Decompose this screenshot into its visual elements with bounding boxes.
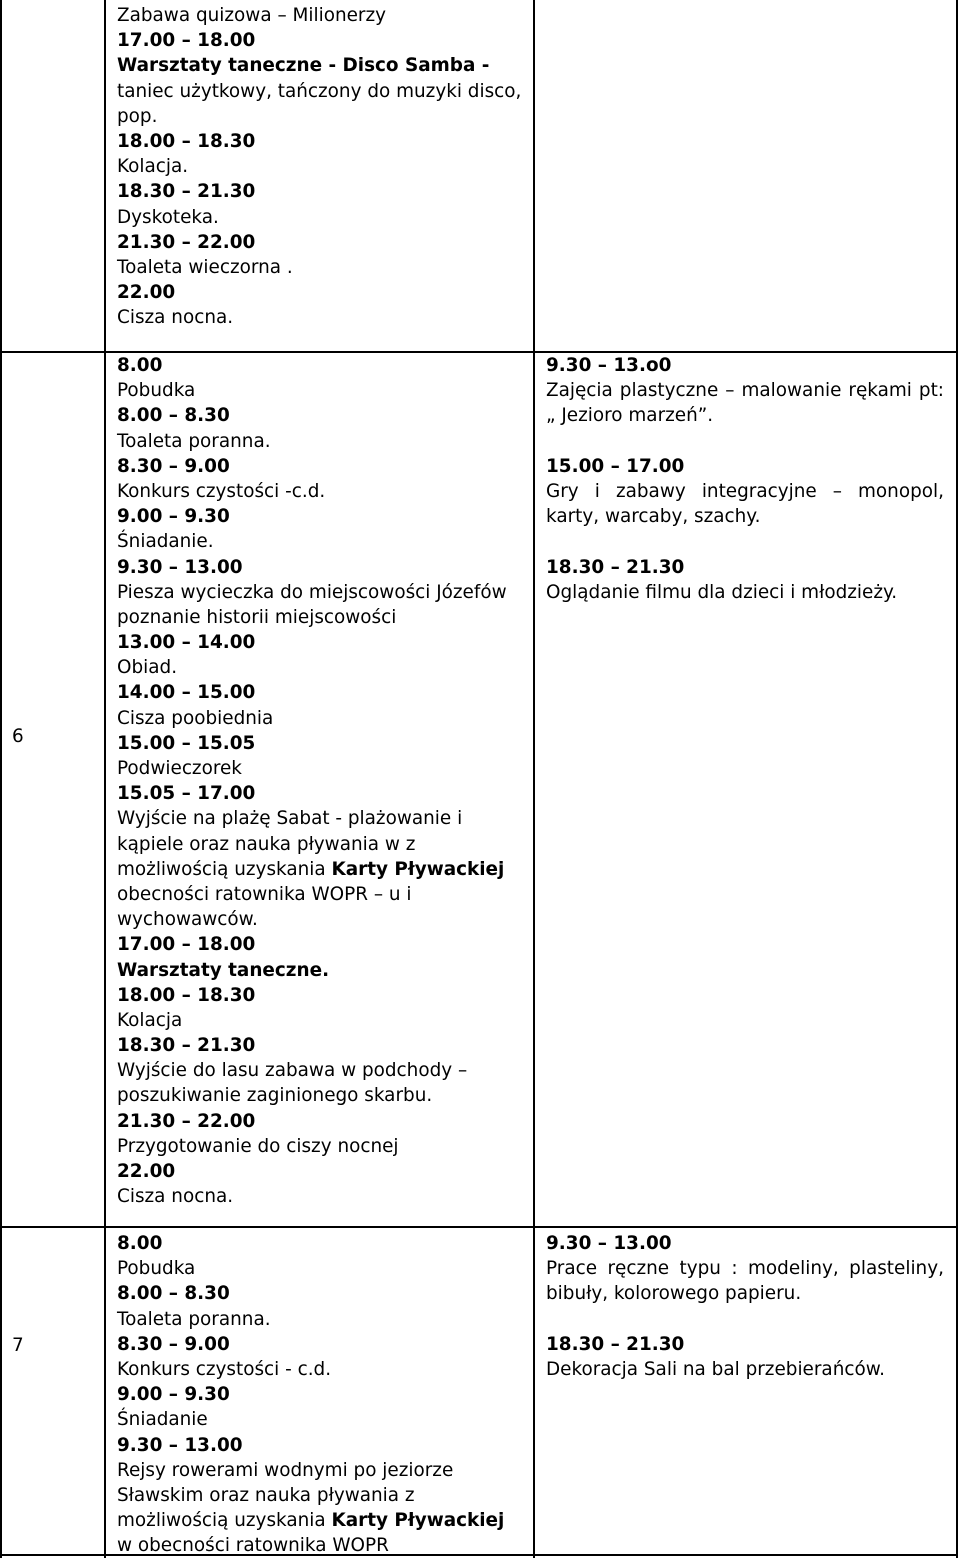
day6-activity-word: – [832, 480, 842, 502]
day7-schedule-line: Śniadanie [117, 1409, 208, 1431]
day6-schedule-line: wychowawców. [117, 909, 258, 931]
top-schedule-line: 17.00 – 18.00 [117, 30, 256, 52]
top-schedule-line: 18.30 – 21.30 [117, 181, 256, 203]
day7-schedule-bold-text: Karty Pływackiej [331, 1510, 505, 1532]
day6-activity-line [546, 529, 944, 554]
day7-activity-word: : [731, 1258, 738, 1280]
table-border-right [956, 0, 958, 1558]
top-schedule-line: Zabawa quizowa – Milionerzy [117, 5, 387, 26]
row-divider-2 [0, 1226, 958, 1228]
day6-schedule-line: kąpiele oraz nauka pływania w z [117, 833, 416, 855]
day6-activity-word: zabawy [615, 480, 686, 502]
day7-activity-line: 9.30 – 13.00 [546, 1233, 672, 1254]
day6-schedule-line: 18.00 – 18.30 [117, 984, 256, 1006]
day6-activity-line: 15.00 – 17.00 [546, 455, 685, 477]
day6-activity-line: 9.30 – 13.o0 [546, 355, 672, 376]
day-number-7: 7 [12, 1335, 24, 1356]
day6-activity-line [546, 429, 944, 454]
day7-schedule-line: 8.00 – 8.30 [117, 1283, 230, 1305]
day7-activity-line [546, 1256, 944, 1281]
day6-activity-word: monopol, [858, 480, 944, 502]
day6-schedule-line: Przygotowanie do ciszy nocnej [117, 1135, 399, 1157]
day6-schedule-line: 18.30 – 21.30 [117, 1035, 256, 1057]
day6-schedule-line: 22.00 [117, 1161, 176, 1182]
day6-schedule-line: Konkurs czystości -c.d. [117, 480, 326, 502]
day6-schedule-line: Wyjście do lasu zabawa w podchody – [117, 1060, 468, 1082]
day6-activity-line: Oglądanie filmu dla dzieci i młodzieży. [546, 581, 898, 603]
day7-activity-word: Prace [546, 1258, 598, 1280]
day6-schedule-line: 15.00 – 15.05 [117, 732, 256, 754]
day6-activity-word: – [725, 380, 735, 402]
top-schedule-line: 22.00 [117, 282, 176, 304]
day6-schedule-line: Piesza wycieczka do miejscowości Józefów [117, 581, 507, 603]
day7-schedule-line: 8.00 [117, 1233, 163, 1254]
day6-activity-word: rękami [848, 380, 912, 402]
day7-activity-word: modeliny, [747, 1258, 839, 1280]
day7-activity-line: Dekoracja Sali na bal przebierańców. [546, 1358, 885, 1380]
day6-schedule-line: 8.30 – 9.00 [117, 455, 230, 477]
day6-schedule-line: 21.30 – 22.00 [117, 1110, 256, 1132]
day7-schedule-line: Rejsy rowerami wodnymi po jeziorze [117, 1459, 454, 1481]
day6-activity-line: karty, warcaby, szachy. [546, 506, 761, 528]
day6-schedule-line: 8.00 [117, 355, 163, 376]
day6-schedule-line: 15.05 – 17.00 [117, 783, 256, 805]
table-border-left [0, 0, 2, 1558]
day6-activity-line: 18.30 – 21.30 [546, 556, 685, 578]
day6-schedule-line: Pobudka [117, 380, 196, 402]
day6-schedule-line: 14.00 – 15.00 [117, 682, 256, 704]
top-schedule-line: Cisza nocna. [117, 307, 234, 329]
day6-schedule-line: obecności ratownika WOPR – u i [117, 883, 412, 905]
day-6-schedule [117, 353, 507, 1209]
day7-activity-line: bibuły, kolorowego papieru. [546, 1283, 802, 1305]
day7-schedule-line: w obecności ratownika WOPR [117, 1535, 389, 1557]
day6-schedule-line: 17.00 – 18.00 [117, 934, 256, 956]
day6-schedule-line: Kolacja [117, 1009, 183, 1031]
day6-activity-word: plastyczne [619, 380, 719, 402]
day-number-6: 6 [12, 726, 24, 747]
day6-schedule-line: poszukiwanie zaginionego skarbu. [117, 1085, 433, 1107]
day-6-activities [546, 353, 944, 605]
day7-schedule-line: Konkurs czystości - c.d. [117, 1358, 332, 1380]
day6-schedule-text: możliwością uzyskania [117, 858, 332, 880]
day6-schedule-line: Cisza nocna. [117, 1186, 234, 1208]
day-7-schedule [117, 1231, 504, 1558]
day6-schedule-line [117, 857, 507, 882]
top-schedule-line: pop. [117, 105, 158, 127]
top-schedule-line: taniec użytkowy, tańczony do muzyki disco, [117, 80, 522, 102]
day6-activity-line: „ Jezioro marzeń”. [546, 405, 714, 427]
day6-schedule-line: Podwieczorek [117, 758, 242, 779]
day6-activity-line [546, 378, 944, 403]
day7-activity-word: typu [679, 1258, 721, 1280]
day6-schedule-line: poznanie historii miejscowości [117, 606, 397, 628]
day6-schedule-line: 13.00 – 14.00 [117, 632, 256, 654]
top-schedule-line: Toaleta wieczorna . [117, 256, 293, 278]
day7-schedule-line: 9.00 – 9.30 [117, 1384, 230, 1406]
day7-schedule-text: możliwością uzyskania [117, 1510, 332, 1532]
column-divider-2 [533, 0, 535, 1558]
day7-activity-line: 18.30 – 21.30 [546, 1333, 685, 1355]
day6-activity-word: i [594, 480, 600, 502]
day7-activity-word: ręczne [607, 1258, 670, 1280]
day6-schedule-line: Śniadanie. [117, 531, 214, 553]
day7-schedule-line: Pobudka [117, 1258, 196, 1280]
day6-schedule-line: Warsztaty taneczne. [117, 959, 330, 981]
day6-activity-word: pt: [918, 380, 944, 402]
day7-schedule-line: Sławskim oraz nauka pływania z [117, 1484, 415, 1506]
day6-schedule-line: Cisza poobiednia [117, 707, 274, 729]
day7-activity-line [546, 1307, 944, 1332]
day7-activity-word: plasteliny, [849, 1258, 944, 1280]
top-schedule-line: Kolacja. [117, 156, 189, 178]
day6-schedule-line: Wyjście na plażę Sabat - plażowanie i [117, 808, 463, 830]
day6-schedule-line: 9.00 – 9.30 [117, 506, 230, 528]
day6-activity-word: integracyjne [701, 480, 817, 502]
day6-schedule-line: Obiad. [117, 657, 178, 679]
day6-schedule-line: Toaleta poranna. [117, 430, 271, 452]
day6-activity-word: malowanie [741, 380, 842, 402]
day7-schedule-line: 8.30 – 9.00 [117, 1333, 230, 1355]
day6-schedule-bold-text: Karty Pływackiej [331, 858, 505, 880]
row-continued-activities [117, 3, 521, 330]
top-schedule-line: 21.30 – 22.00 [117, 231, 256, 253]
day7-schedule-line [117, 1508, 504, 1533]
day6-activity-word: Zajęcia [546, 380, 613, 402]
column-divider-1 [104, 0, 106, 1558]
day6-schedule-line: 8.00 – 8.30 [117, 405, 230, 427]
top-schedule-line: Dyskoteka. [117, 206, 219, 228]
day6-activity-line [546, 479, 944, 504]
day6-activity-word: Gry [546, 480, 579, 502]
day6-schedule-line: 9.30 – 13.00 [117, 556, 243, 578]
day-7-activities [546, 1231, 944, 1382]
day7-schedule-line: Toaleta poranna. [117, 1308, 271, 1330]
day7-schedule-line: 9.30 – 13.00 [117, 1434, 243, 1456]
top-schedule-line: 18.00 – 18.30 [117, 130, 256, 152]
top-schedule-line: Warsztaty taneczne - Disco Samba - [117, 55, 490, 77]
